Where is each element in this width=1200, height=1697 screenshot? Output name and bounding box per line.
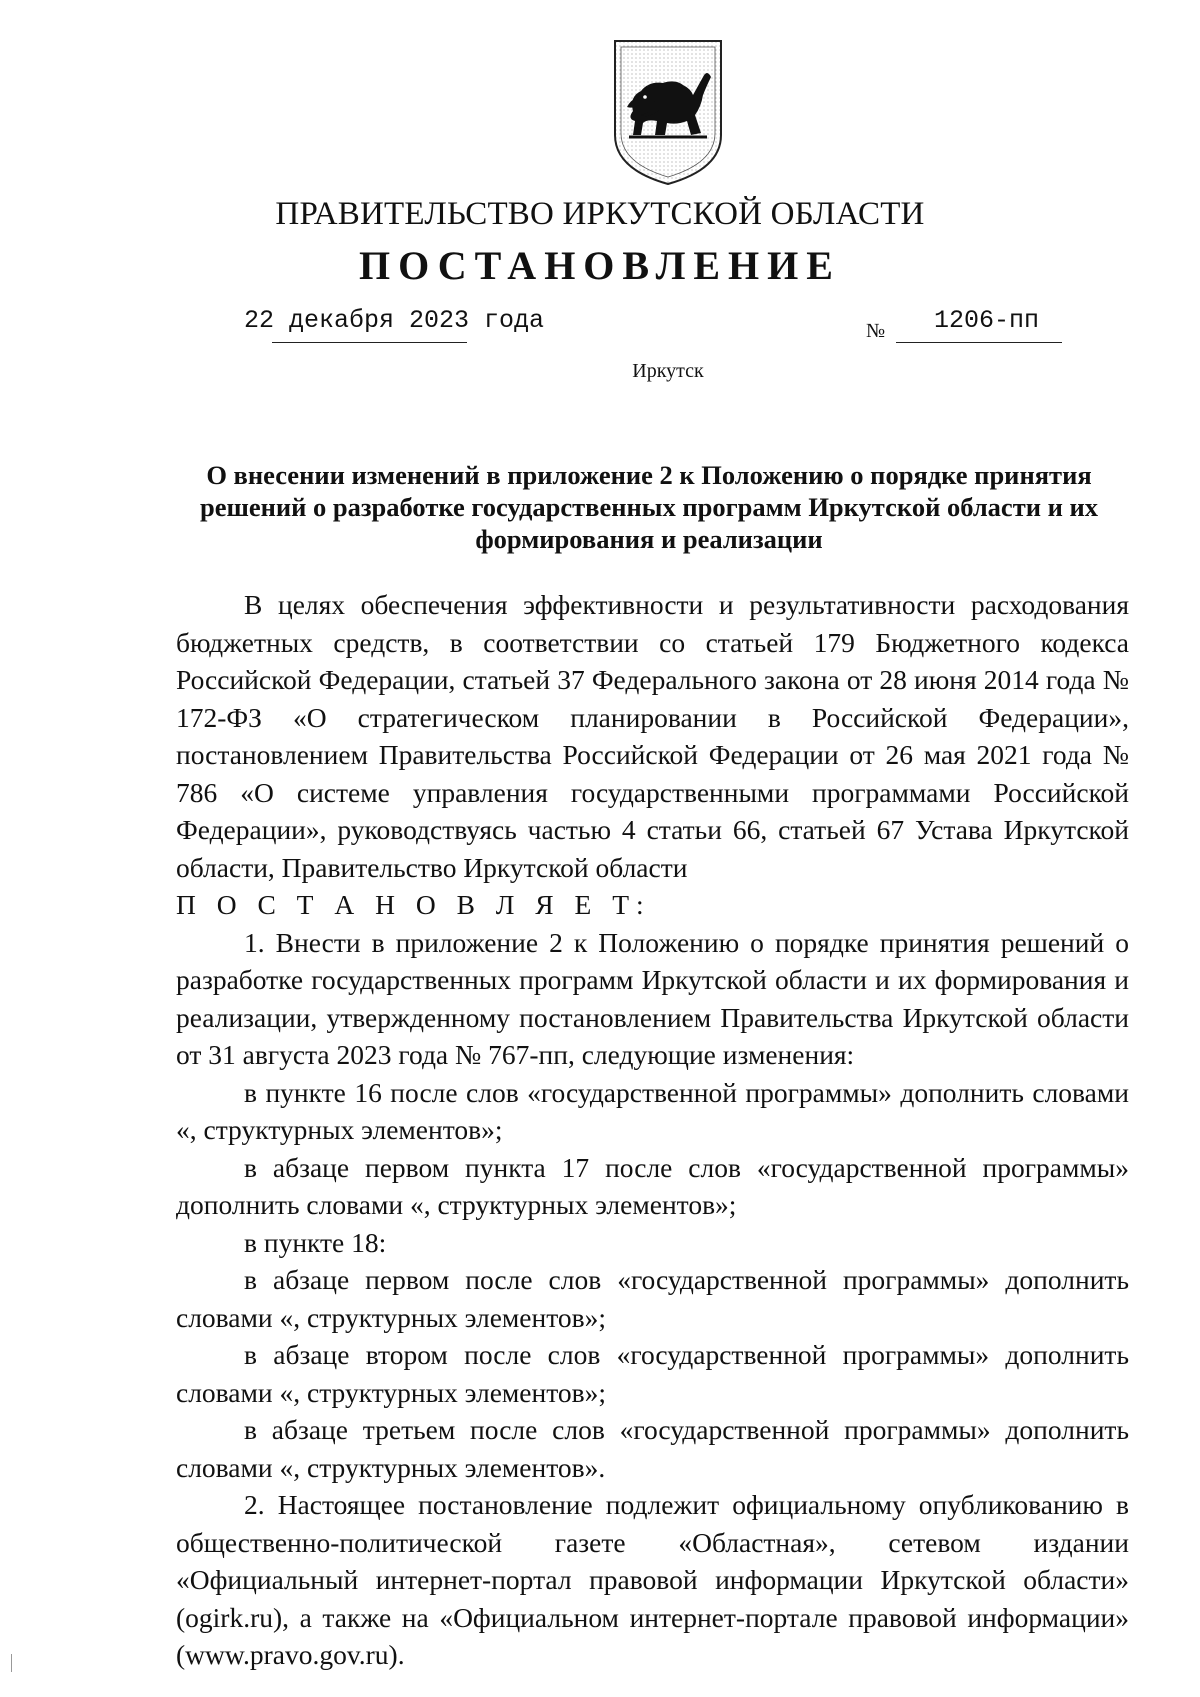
number-underline [896,342,1062,343]
document-date: 22 декабря 2023 года [244,306,545,335]
number-sign: № [866,320,886,342]
organization-name: ПРАВИТЕЛЬСТВО ИРКУТСКОЙ ОБЛАСТИ [275,196,925,232]
scan-margin-mark [11,1654,12,1672]
body-paragraph: в абзаце первом пункта 17 после слов «государственной программы» дополнить словами «, структурных элементов»; [176,1151,1129,1220]
date-underline [272,342,467,343]
resolves-line: П О С Т А Н О В Л Я Е Т: [176,889,651,920]
document-type-heading: ПОСТАНОВЛЕНИЕ [359,243,841,288]
irkutsk-coat-of-arms-icon [611,37,725,188]
body-paragraph: в пункте 18: [244,1226,387,1258]
body-paragraph: 2. Настоящее постановление подлежит официальному опубликованию в общественно-политической газете «Областная», сетевом издании «Официальный интернет-портал правовой информации Иркутской области» (ogirk.ru), а также на «Официальном интернет-портале правовой информации» (www.pravo.gov.ru). [176,1489,1129,1670]
document-number: 1206-пп [934,306,1040,335]
body-paragraph: в пункте 16 после слов «государственной программы» дополнить словами «, структурных элементов»; [176,1076,1129,1145]
body-paragraph: 1. Внести в приложение 2 к Положению о порядке принятия решений о разработке государственных программ Иркутской области и их формирования и реализации, утвержденному постановлением Правительства Иркутской области от 31 августа 2023 года № 767-пп, следующие изменения: [176,926,1129,1070]
body-paragraph: в абзаце втором после слов «государственной программы» дополнить словами «, структурных элементов»; [176,1339,1129,1408]
body-paragraph: в абзаце первом после слов «государственной программы» дополнить словами «, структурных элементов»; [176,1264,1129,1333]
document-city: Иркутск [632,360,704,382]
document-title: О внесении изменений в приложение 2 к Положению о порядке принятия решений о разработке государственных программ Иркутской области и их формирования и реализации [199,460,1099,554]
preamble-paragraph: В целях обеспечения эффективности и результативности расходования бюджетных средств, в соответствии со статьей 179 Бюджетного кодекса Российской Федерации, статьей 37 Федерального закона от 28 июня 2014 года № 172-ФЗ «О стратегическом планировании в Российской Федерации», постановлением Правительства Российской Федерации от 26 мая 2021 года № 786 «О системе управления государственными программами Российской Федерации», руководствуясь частью 4 статьи 66, статьей 67 Устава Иркутской области, Правительство Иркутской области [176,589,1129,883]
body-paragraph: в абзаце третьем после слов «государственной программы» дополнить словами «, структурных элементов». [176,1414,1129,1483]
document-body [176,586,1129,1674]
